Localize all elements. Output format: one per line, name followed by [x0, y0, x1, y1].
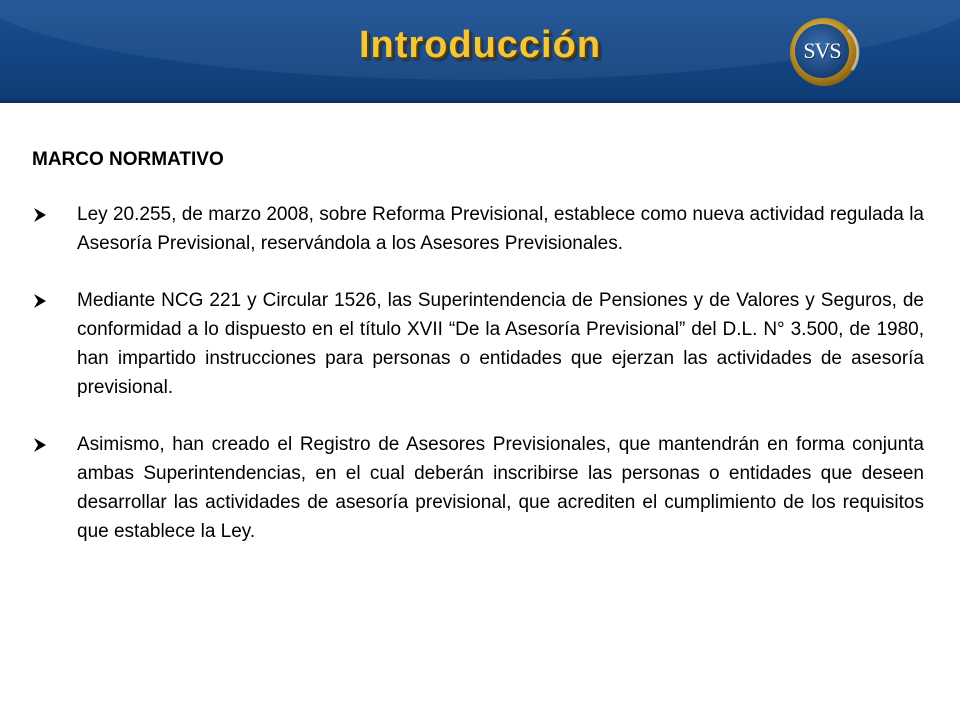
bullet-item — [32, 200, 924, 258]
section-title: MARCO NORMATIVO — [32, 149, 224, 170]
bullet-text: Mediante NCG 221 y Circular 1526, las Superintendencia de Pensiones y de Valores y Seguros, de conformidad a lo dispuesto en el título XVII “De la Asesoría Previsional” del D.L. N° 3.500, de 1980, han impartido instrucciones para personas o entidades que ejerzan las actividades de asesoría previsional. — [77, 290, 924, 398]
bullet-item — [32, 430, 924, 546]
header-shadow — [0, 97, 960, 103]
header-banner — [0, 0, 960, 103]
svs-logo — [786, 14, 866, 90]
bullet-item — [32, 286, 924, 402]
main-content — [32, 148, 924, 574]
svs-logo-text: SVS — [803, 38, 841, 63]
arrow-bullet-icon — [32, 437, 48, 453]
arrow-bullet-icon — [32, 207, 48, 223]
bullet-list — [32, 200, 924, 546]
bullet-text: Asimismo, han creado el Registro de Asesores Previsionales, que mantendrán en forma conjunta ambas Superintendencias, en el cual deberán inscribirse las personas o entidades que deseen desarrollar las actividades de asesoría previsional, que acrediten el cumplimiento de los requisitos que establece la Ley. — [77, 434, 924, 542]
arrow-bullet-icon — [32, 293, 48, 309]
page-title: Introducción — [358, 24, 602, 66]
bullet-text: Ley 20.255, de marzo 2008, sobre Reforma Previsional, establece como nueva actividad regulada la Asesoría Previsional, reservándola a los Asesores Previsionales. — [77, 204, 924, 254]
